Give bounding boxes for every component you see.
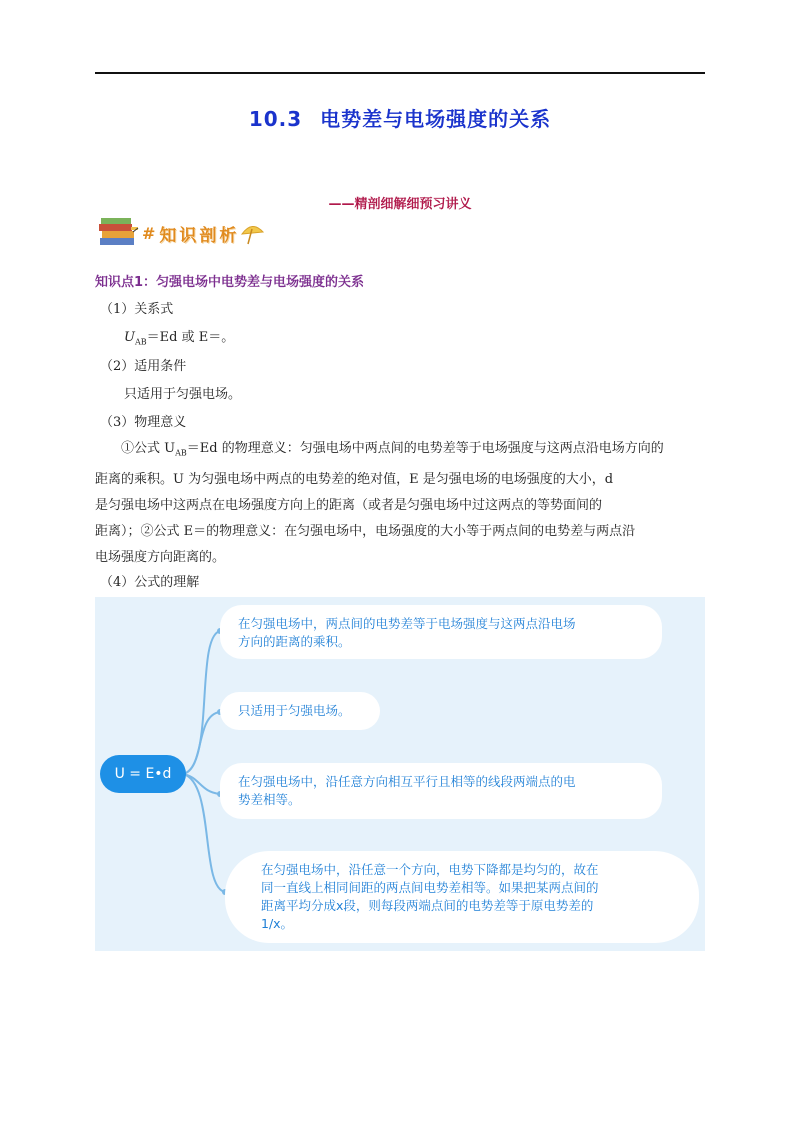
mindmap-node-meaning: 在匀强电场中，两点间的电势差等于电场强度与这两点沿电场 方向的距离的乘积。 [220, 605, 662, 659]
umbrella-icon [239, 220, 265, 246]
mindmap-center-formula: U = E•d [100, 755, 186, 793]
knowledge-banner [98, 216, 265, 250]
banner-label: 知识剖析 [159, 225, 240, 246]
knowledge-point-title: 知识点1：匀强电场中电势差与电场强度的关系 [95, 275, 365, 290]
section-number: 10.3 [248, 107, 303, 131]
section-3-paragraph: ①公式 $U_{AB}=Ed$ 的物理意义：匀强电场中两点间的电势差等于电场强度与这两点沿电场方向的 距离的乘积。U 为匀强电场中两点的电势差的绝对值，E 是匀强电场的电场强度的大小，d 是匀强电场中这两点在电场强度方向上的距离（或者是匀强电场中过这两点的等势面间的 距离）；②公式 E＝的物理意义：在匀强电场中，电场强度的大小等于两点间的电势差与两点沿 电场强度方向距离的。 [95, 441, 664, 565]
page-subtitle: ——精剖细解细预习讲义 [328, 197, 472, 212]
mindmap-node-parallel: 在匀强电场中，沿任意方向相互平行且相等的线段两端点的电 势差相等。 [220, 763, 662, 819]
section-1-heading: （1）关系式 [100, 302, 174, 317]
formula-mindmap [95, 597, 705, 951]
mindmap-node-condition: 只适用于匀强电场。 [220, 692, 380, 730]
section-2-body: 只适用于匀强电场。 [124, 387, 242, 402]
section-2-heading: （2）适用条件 [100, 359, 187, 374]
header-rule [95, 72, 705, 74]
title-text: 电势差与电场强度的关系 [320, 107, 552, 131]
relation-formula: $U_{AB}=Ed$ 或 E＝。 [124, 330, 235, 347]
section-4-heading: （4）公式的理解 [100, 575, 200, 590]
page-title [0, 103, 800, 132]
hash-icon: # [142, 223, 156, 243]
section-3-heading: （3）物理意义 [100, 415, 187, 430]
books-icon [98, 216, 140, 250]
mindmap-node-uniform-drop: 在匀强电场中，沿任意一个方向，电势下降都是均匀的，故在 同一直线上相同间距的两点间电势差相等。如果把某两点间的 距离平均分成x段，则每段两端点间的电势差等于原电势差的 1/x。 [225, 851, 699, 943]
